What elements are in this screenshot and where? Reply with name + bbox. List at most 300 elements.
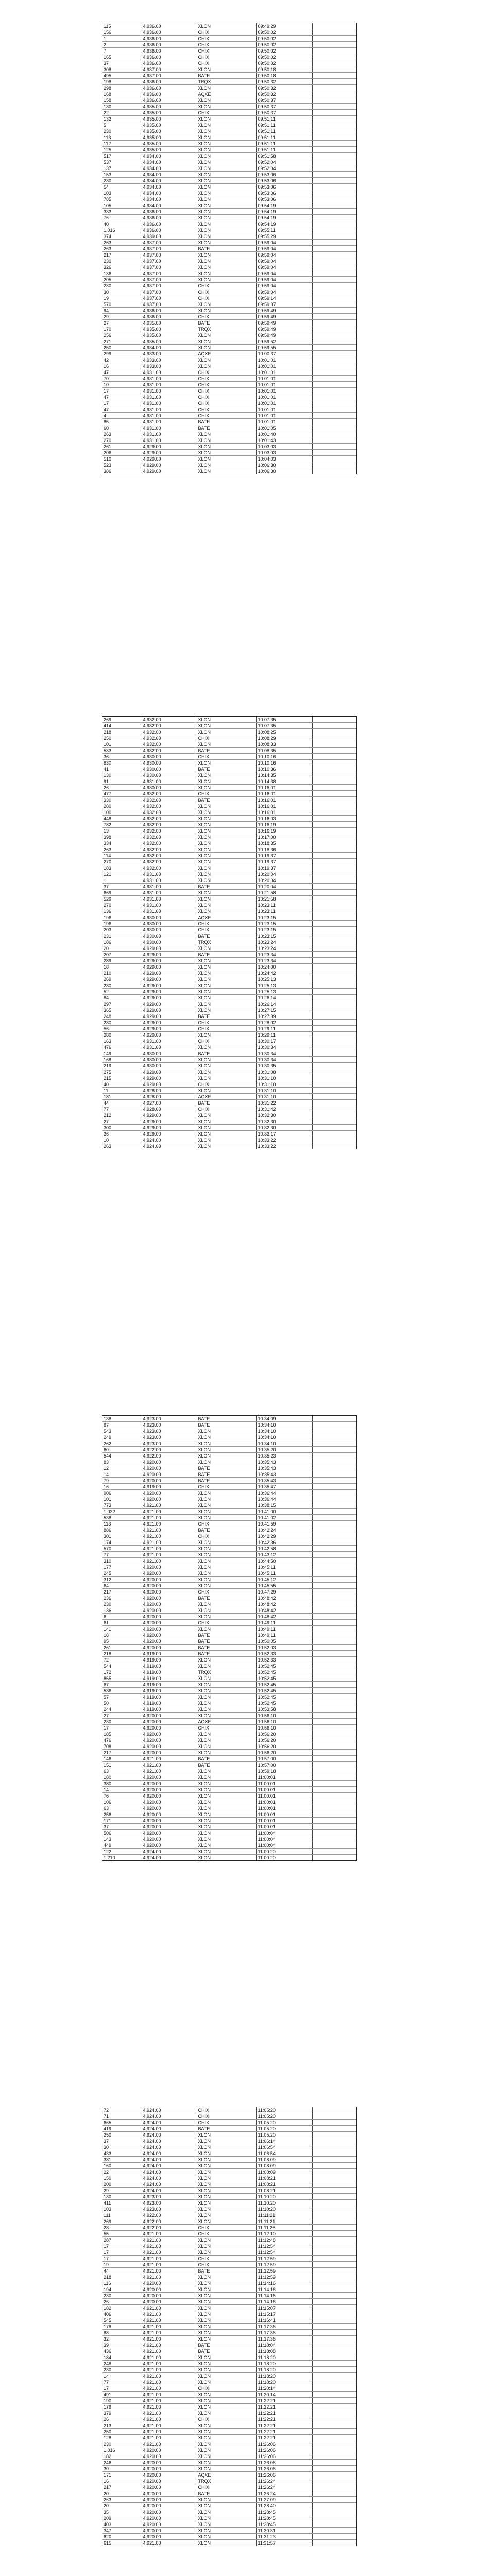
table-row	[102, 989, 356, 995]
empty-cell	[312, 42, 356, 48]
time-cell: 09:50:02	[256, 48, 312, 54]
venue-cell: XLON	[197, 1855, 256, 1861]
quantity-cell: 95	[102, 1638, 142, 1645]
price-cell: 4,920.00	[142, 1743, 197, 1750]
empty-cell	[312, 85, 356, 91]
table-row	[102, 1044, 356, 1050]
empty-cell	[312, 1855, 356, 1861]
venue-cell: XLON	[197, 2373, 256, 2379]
time-cell: 09:52:04	[256, 159, 312, 165]
price-cell: 4,930.00	[142, 754, 197, 760]
price-cell: 4,936.00	[142, 36, 197, 42]
price-cell: 4,931.00	[142, 908, 197, 914]
empty-cell	[312, 283, 356, 289]
price-cell: 4,921.00	[142, 2404, 197, 2410]
table-row	[102, 1706, 356, 1713]
venue-cell: CHIX	[197, 413, 256, 419]
empty-cell	[312, 2342, 356, 2348]
quantity-cell: 146	[102, 1756, 142, 1762]
price-cell: 4,920.00	[142, 1731, 197, 1737]
time-cell: 10:33:22	[256, 1143, 312, 1149]
table-row	[102, 326, 356, 332]
empty-cell	[312, 79, 356, 85]
venue-cell: XLON	[197, 1063, 256, 1069]
venue-cell: XLON	[197, 1768, 256, 1774]
venue-cell: XLON	[197, 1694, 256, 1700]
table-row	[102, 1057, 356, 1063]
empty-cell	[312, 1731, 356, 1737]
quantity-cell: 67	[102, 1682, 142, 1688]
empty-cell	[312, 772, 356, 778]
table-row	[102, 2286, 356, 2293]
price-cell: 4,921.00	[142, 2305, 197, 2311]
price-cell: 4,921.00	[142, 2330, 197, 2336]
price-cell: 4,929.00	[142, 1118, 197, 1125]
time-cell: 09:50:02	[256, 36, 312, 42]
price-cell: 4,920.00	[142, 2293, 197, 2299]
empty-cell	[312, 1521, 356, 1527]
table-row	[102, 927, 356, 933]
venue-cell: XLON	[197, 2379, 256, 2385]
price-cell: 4,934.00	[142, 165, 197, 172]
trades-table-body	[102, 717, 356, 1149]
price-cell: 4,920.00	[142, 1478, 197, 1484]
table-row	[102, 2404, 356, 2410]
price-cell: 4,920.00	[142, 1737, 197, 1743]
price-cell: 4,931.00	[142, 896, 197, 902]
venue-cell: CHIX	[197, 2385, 256, 2392]
empty-cell	[312, 995, 356, 1001]
empty-cell	[312, 48, 356, 54]
table-row	[102, 1050, 356, 1057]
time-cell: 10:01:01	[256, 406, 312, 413]
table-row	[102, 1694, 356, 1700]
price-cell: 4,923.00	[142, 1428, 197, 1434]
price-cell: 4,921.00	[142, 2237, 197, 2243]
venue-cell: CHIX	[197, 2107, 256, 2113]
empty-cell	[312, 332, 356, 338]
venue-cell: BATE	[197, 748, 256, 754]
table-row	[102, 840, 356, 846]
venue-cell: XLON	[197, 122, 256, 128]
empty-cell	[312, 908, 356, 914]
venue-cell: XLON	[197, 2157, 256, 2163]
price-cell: 4,920.00	[142, 1638, 197, 1645]
price-cell: 4,924.00	[142, 2150, 197, 2157]
price-cell: 4,937.00	[142, 73, 197, 79]
price-cell: 4,920.00	[142, 1774, 197, 1781]
venue-cell: BATE	[197, 1471, 256, 1478]
quantity-cell: 669	[102, 890, 142, 896]
price-cell: 4,937.00	[142, 277, 197, 283]
empty-cell	[312, 104, 356, 110]
table-row	[102, 240, 356, 246]
price-cell: 4,929.00	[142, 976, 197, 982]
time-cell: 10:01:01	[256, 376, 312, 382]
time-cell: 10:30:35	[256, 1063, 312, 1069]
table-row	[102, 1750, 356, 1756]
venue-cell: CHIX	[197, 1026, 256, 1032]
venue-cell: XLON	[197, 785, 256, 791]
venue-cell: XLON	[197, 865, 256, 871]
quantity-cell: 83	[102, 1459, 142, 1465]
venue-cell: XLON	[197, 890, 256, 896]
price-cell: 4,920.00	[142, 1793, 197, 1799]
trades-table	[102, 23, 356, 474]
empty-cell	[312, 2509, 356, 2515]
empty-cell	[312, 1626, 356, 1632]
empty-cell	[312, 2466, 356, 2472]
table-row	[102, 2453, 356, 2460]
venue-cell: XLON	[197, 803, 256, 809]
time-cell: 10:34:10	[256, 1440, 312, 1447]
venue-cell: XLON	[197, 2354, 256, 2361]
table-row	[102, 2132, 356, 2138]
quantity-cell: 16	[102, 363, 142, 369]
table-row	[102, 1490, 356, 1496]
table-row	[102, 444, 356, 450]
quantity-cell: 26	[102, 2416, 142, 2422]
price-cell: 4,924.00	[142, 1849, 197, 1855]
quantity-cell: 495	[102, 73, 142, 79]
time-cell: 10:08:25	[256, 729, 312, 735]
venue-cell: XLON	[197, 2410, 256, 2416]
price-cell: 4,923.00	[142, 1422, 197, 1428]
empty-cell	[312, 277, 356, 283]
empty-cell	[312, 1527, 356, 1533]
time-cell: 10:44:50	[256, 1558, 312, 1564]
price-cell: 4,921.00	[142, 1768, 197, 1774]
empty-cell	[312, 1713, 356, 1719]
empty-cell	[312, 1502, 356, 1509]
time-cell: 10:45:12	[256, 1577, 312, 1583]
price-cell: 4,923.00	[142, 1416, 197, 1422]
price-cell: 4,921.00	[142, 2311, 197, 2317]
price-cell: 4,920.00	[142, 2509, 197, 2515]
price-cell: 4,921.00	[142, 2342, 197, 2348]
table-row	[102, 2385, 356, 2392]
time-cell: 10:42:36	[256, 1539, 312, 1546]
table-row	[102, 1527, 356, 1533]
empty-cell	[312, 1100, 356, 1106]
venue-cell: BATE	[197, 1013, 256, 1020]
empty-cell	[312, 1125, 356, 1131]
venue-cell: XLON	[197, 2169, 256, 2175]
venue-cell: XLON	[197, 196, 256, 202]
venue-cell: XLON	[197, 128, 256, 134]
empty-cell	[312, 134, 356, 141]
table-row	[102, 1026, 356, 1032]
price-cell: 4,920.00	[142, 1607, 197, 1614]
empty-cell	[312, 1137, 356, 1143]
venue-cell: XLON	[197, 1088, 256, 1094]
price-cell: 4,937.00	[142, 240, 197, 246]
quantity-cell: 287	[102, 2237, 142, 2243]
table-row	[102, 2175, 356, 2181]
time-cell: 09:59:04	[256, 246, 312, 252]
price-cell: 4,920.00	[142, 1830, 197, 1836]
table-row	[102, 1743, 356, 1750]
venue-cell: XLON	[197, 2404, 256, 2410]
quantity-cell: 289	[102, 958, 142, 964]
empty-cell	[312, 2218, 356, 2225]
table-row	[102, 2237, 356, 2243]
time-cell: 11:26:06	[256, 2453, 312, 2460]
venue-cell: CHIX	[197, 2113, 256, 2120]
price-cell: 4,931.00	[142, 871, 197, 877]
venue-cell: XLON	[197, 2305, 256, 2311]
empty-cell	[312, 1750, 356, 1756]
empty-cell	[312, 1564, 356, 1570]
price-cell: 4,924.00	[142, 1855, 197, 1861]
table-row	[102, 2472, 356, 2478]
venue-cell: XLON	[197, 1007, 256, 1013]
empty-cell	[312, 1756, 356, 1762]
venue-cell: BATE	[197, 1651, 256, 1657]
trades-table-block-4	[102, 2107, 357, 2546]
venue-cell: BATE	[197, 1595, 256, 1601]
venue-cell: XLON	[197, 1496, 256, 1502]
time-cell: 09:50:02	[256, 60, 312, 66]
time-cell: 10:23:15	[256, 921, 312, 927]
time-cell: 09:53:06	[256, 184, 312, 190]
time-cell: 10:01:01	[256, 400, 312, 406]
venue-cell: CHIX	[197, 1725, 256, 1731]
quantity-cell: 219	[102, 1063, 142, 1069]
venue-cell: XLON	[197, 2194, 256, 2200]
quantity-cell: 830	[102, 760, 142, 766]
price-cell: 4,920.00	[142, 1583, 197, 1589]
empty-cell	[312, 456, 356, 462]
empty-cell	[312, 308, 356, 314]
quantity-cell: 160	[102, 2163, 142, 2169]
price-cell: 4,923.00	[142, 2194, 197, 2200]
trades-table	[102, 1416, 356, 1860]
time-cell: 10:16:01	[256, 785, 312, 791]
empty-cell	[312, 803, 356, 809]
table-row	[102, 209, 356, 215]
time-cell: 11:22:21	[256, 2429, 312, 2435]
quantity-cell: 37	[102, 2138, 142, 2144]
empty-cell	[312, 1589, 356, 1595]
table-row	[102, 277, 356, 283]
quantity-cell: 198	[102, 79, 142, 85]
table-row	[102, 2441, 356, 2447]
quantity-cell: 180	[102, 1774, 142, 1781]
empty-cell	[312, 36, 356, 42]
table-row	[102, 2336, 356, 2342]
price-cell: 4,921.00	[142, 1539, 197, 1546]
quantity-cell: 101	[102, 741, 142, 748]
empty-cell	[312, 91, 356, 97]
venue-cell: XLON	[197, 2422, 256, 2429]
price-cell: 4,932.00	[142, 809, 197, 816]
time-cell: 09:51:11	[256, 141, 312, 147]
table-row	[102, 1793, 356, 1799]
time-cell: 09:59:14	[256, 295, 312, 301]
quantity-cell: 262	[102, 1440, 142, 1447]
quantity-cell: 1	[102, 877, 142, 884]
venue-cell: XLON	[197, 431, 256, 437]
time-cell: 10:19:37	[256, 853, 312, 859]
time-cell: 11:00:20	[256, 1849, 312, 1855]
venue-cell: XLON	[197, 437, 256, 444]
empty-cell	[312, 1793, 356, 1799]
quantity-cell: 386	[104, 468, 112, 474]
table-row	[102, 723, 356, 729]
venue-cell: XLON	[197, 2453, 256, 2460]
empty-cell	[312, 859, 356, 865]
quantity-cell: 256	[102, 332, 142, 338]
table-row	[102, 437, 356, 444]
time-cell: 10:01:01	[256, 388, 312, 394]
price-cell: 4,920.00	[142, 1787, 197, 1793]
price-cell: 4,932.00	[142, 741, 197, 748]
time-cell: 11:20:14	[256, 2392, 312, 2398]
venue-cell: XLON	[197, 2429, 256, 2435]
table-row	[102, 2429, 356, 2435]
empty-cell	[312, 1075, 356, 1081]
table-row	[102, 2484, 356, 2490]
quantity-cell: 17	[102, 2385, 142, 2392]
venue-cell: XLON	[197, 270, 256, 277]
time-cell: 09:53:06	[256, 172, 312, 178]
empty-cell	[312, 172, 356, 178]
price-cell: 4,920.00	[142, 1818, 197, 1824]
time-cell: 10:24:00	[256, 964, 312, 970]
price-cell: 4,921.00	[142, 2361, 197, 2367]
time-cell: 10:35:20	[256, 1447, 312, 1453]
quantity-cell: 261	[102, 444, 142, 450]
empty-cell	[312, 437, 356, 444]
venue-cell: XLON	[197, 2286, 256, 2293]
price-cell: 4,921.00	[142, 2367, 197, 2373]
price-cell: 4,920.00	[142, 2460, 197, 2466]
time-cell: 09:50:37	[256, 97, 312, 104]
quantity-cell: 529	[102, 896, 142, 902]
table-row	[102, 338, 356, 345]
venue-cell: CHIX	[197, 927, 256, 933]
venue-cell: BATE	[197, 1050, 256, 1057]
time-cell: 10:23:34	[256, 952, 312, 958]
table-row	[102, 797, 356, 803]
quantity-cell: 312	[102, 1577, 142, 1583]
table-row	[102, 921, 356, 927]
quantity-cell: 30	[102, 2144, 142, 2150]
venue-cell: CHIX	[197, 36, 256, 42]
empty-cell	[312, 723, 356, 729]
quantity-cell: 209	[102, 2515, 142, 2521]
venue-cell: XLON	[197, 1626, 256, 1632]
time-cell: 10:10:16	[256, 760, 312, 766]
time-cell: 10:42:24	[256, 1527, 312, 1533]
price-cell: 4,936.00	[142, 209, 197, 215]
table-row	[102, 976, 356, 982]
table-row	[102, 1657, 356, 1663]
venue-cell: XLON	[197, 2361, 256, 2367]
quantity-cell: 18	[102, 964, 142, 970]
table-row	[102, 816, 356, 822]
empty-cell	[312, 2280, 356, 2286]
time-cell: 09:50:32	[256, 91, 312, 97]
quantity-cell: 16	[102, 1484, 142, 1490]
venue-cell: XLON	[197, 945, 256, 952]
venue-cell: XLON	[197, 215, 256, 221]
quantity-cell: 179	[102, 2404, 142, 2410]
table-row	[102, 1620, 356, 1626]
quantity-cell: 196	[102, 914, 142, 921]
price-cell: 4,929.00	[142, 462, 197, 468]
time-cell: 09:54:19	[256, 215, 312, 221]
empty-cell	[312, 1453, 356, 1459]
price-cell: 4,924.00	[142, 2144, 197, 2150]
venue-cell: XLON	[197, 2466, 256, 2472]
table-row	[102, 369, 356, 376]
price-cell: 4,933.00	[142, 351, 197, 357]
table-row	[102, 884, 356, 890]
table-row	[102, 413, 356, 419]
price-cell: 4,921.00	[142, 2441, 197, 2447]
empty-cell	[312, 785, 356, 791]
time-cell: 09:53:06	[256, 196, 312, 202]
venue-cell: XLON	[197, 1509, 256, 1515]
time-cell: 11:22:21	[256, 2422, 312, 2429]
time-cell: 10:01:01	[256, 363, 312, 369]
price-cell: 4,924.00	[142, 2126, 197, 2132]
quantity-cell: 20	[102, 2490, 142, 2497]
quantity-cell: 782	[102, 822, 142, 828]
time-cell: 09:51:11	[256, 128, 312, 134]
venue-cell: XLON	[197, 1112, 256, 1118]
time-cell: 09:50:18	[256, 73, 312, 79]
table-row	[102, 246, 356, 252]
quantity-cell: 168	[102, 1057, 142, 1063]
venue-cell: XLON	[197, 1583, 256, 1589]
price-cell: 4,922.00	[142, 2218, 197, 2225]
empty-cell	[312, 1774, 356, 1781]
table-row	[102, 382, 356, 388]
time-cell: 10:27:39	[256, 1013, 312, 1020]
quantity-cell: 6	[102, 1614, 142, 1620]
quantity-cell: 244	[102, 1706, 142, 1713]
quantity-cell: 708	[102, 1743, 142, 1750]
empty-cell	[312, 227, 356, 233]
quantity-cell: 298	[102, 85, 142, 91]
price-cell: 4,921.00	[142, 1762, 197, 1768]
empty-cell	[312, 1471, 356, 1478]
price-cell: 4,920.00	[142, 2472, 197, 2478]
empty-cell	[312, 2361, 356, 2367]
trades-table-body	[102, 1416, 356, 1860]
venue-cell: XLON	[197, 202, 256, 209]
time-cell: 10:35:47	[256, 1484, 312, 1490]
table-row	[102, 363, 356, 369]
price-cell: 4,922.00	[142, 2225, 197, 2231]
price-cell: 4,931.00	[142, 376, 197, 382]
venue-cell: XLON	[197, 2188, 256, 2194]
venue-cell: XLON	[197, 859, 256, 865]
venue-cell: XLON	[197, 970, 256, 976]
quantity-cell: 449	[102, 1842, 142, 1849]
price-cell: 4,921.00	[142, 2385, 197, 2392]
venue-cell: XLON	[197, 1453, 256, 1459]
price-cell: 4,924.00	[142, 2175, 197, 2181]
venue-cell: XLON	[197, 2317, 256, 2324]
table-row	[102, 425, 356, 431]
quantity-cell: 150	[102, 2175, 142, 2181]
table-row	[102, 48, 356, 54]
time-cell: 10:56:20	[256, 1737, 312, 1743]
